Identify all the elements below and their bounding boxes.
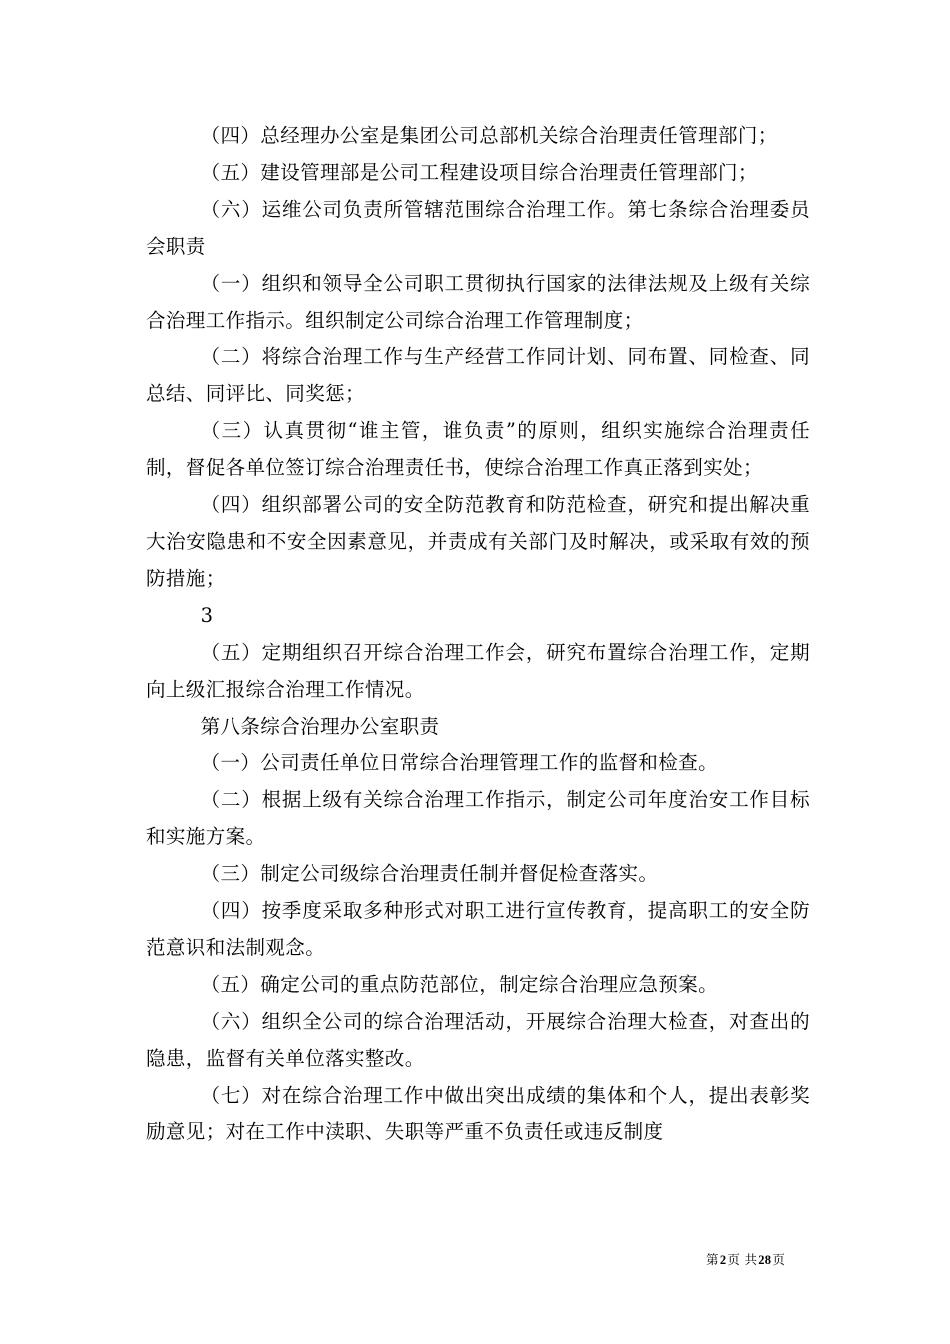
document-body (146, 118, 810, 1151)
page-footer (706, 1250, 785, 1268)
footer-suffix: 页 (772, 1252, 786, 1267)
paragraph-3: （六）运维公司负责所管辖范围综合治理工作。第七条综合治理委员会职责 (146, 197, 810, 258)
paragraph-11: （三）制定公司级综合治理责任制并督促检查落实。 (200, 862, 659, 886)
footer-current-page: 2 (719, 1253, 727, 1267)
paragraph-1: （四）总经理办公室是集团公司总部机关综合治理责任管理部门； (200, 124, 778, 147)
paragraph-14: （六）组织全公司的综合治理活动，开展综合治理大检查，对查出的隐患，监督有关单位落实整改。 (146, 1009, 810, 1070)
paragraph-7: （四）组织部署公司的安全防范教育和防范检查，研究和提出解决重大治安隐患和不安全因素意见，并责成有关部门及时解决，或采取有效的预防措施； (146, 493, 810, 590)
paragraph-12: （四）按季度采取多种形式对职工进行宣传教育，提高职工的安全防范意识和法制观念。 (146, 899, 810, 959)
paragraph-13: （五）确定公司的重点防范部位，制定综合治理应急预案。 (200, 972, 718, 996)
footer-total-pages: 28 (758, 1253, 772, 1267)
footer-prefix: 第 (706, 1252, 719, 1267)
paragraph-5: （二）将综合治理工作与生产经营工作同计划、同布置、同检查、同总结、同评比、同奖惩； (146, 345, 810, 406)
inline-page-number: 3 (200, 603, 214, 627)
paragraph-10: （二）根据上级有关综合治理工作指示，制定公司年度治安工作目标和实施方案。 (146, 788, 810, 849)
article-heading: 第八条综合治理办公室职责 (200, 714, 440, 738)
paragraph-6: （三）认真贯彻“谁主管，谁负责”的原则，组织实施综合治理责任制，督促各单位签订综合治理责任书，使综合治理工作真正落到实处； (146, 419, 810, 480)
paragraph-2: （五）建设管理部是公司工程建设项目综合治理责任管理部门； (200, 160, 758, 184)
paragraph-4: （一）组织和领导全公司职工贯彻执行国家的法律法规及上级有关综合治理工作指示。组织制定公司综合治理工作管理制度； (146, 271, 810, 332)
paragraph-15: （七）对在综合治理工作中做出突出成绩的集体和个人，提出表彰奖励意见；对在工作中渎职、失职等严重不负责任或违反制度 (146, 1083, 810, 1144)
paragraph-9: （一）公司责任单位日常综合治理管理工作的监督和检查。 (200, 751, 718, 775)
footer-middle: 页 共 (727, 1252, 758, 1267)
paragraph-8: （五）定期组织召开综合治理工作会，研究布置综合治理工作，定期向上级汇报综合治理工作情况。 (146, 640, 810, 701)
